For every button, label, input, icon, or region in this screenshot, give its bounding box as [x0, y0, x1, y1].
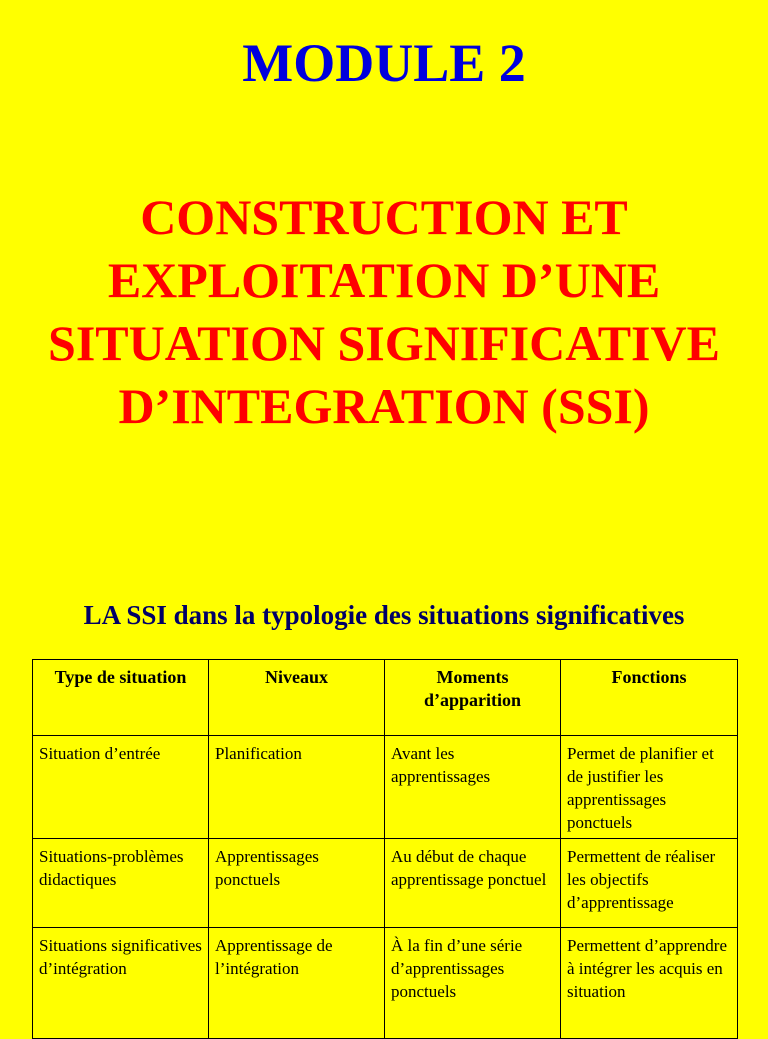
main-title — [0, 186, 768, 438]
module-title: MODULE 2 — [242, 33, 526, 93]
main-title-line-2: EXPLOITATION D’UNE — [107, 252, 661, 308]
table-cell: Au début de chaque apprentissage ponctuel — [385, 839, 561, 928]
table-cell: Permettent de réaliser les objectifs d’apprentissage — [561, 839, 738, 928]
table-cell: Apprentissages ponctuels — [209, 839, 385, 928]
section-subtitle: LA SSI dans la typologie des situations significatives — [83, 600, 685, 630]
table-cell: À la fin d’une série d’apprentissages ponctuels — [385, 928, 561, 1039]
main-title-line-3: SITUATION SIGNIFICATIVE — [48, 315, 720, 371]
table-cell: Apprentissage de l’intégration — [209, 928, 385, 1039]
table-cell: Permet de planifier et de justifier les apprentissages ponctuels — [561, 736, 738, 839]
table-cell: Avant les apprentissages — [385, 736, 561, 839]
header-type-de-situation: Type de situation — [33, 660, 209, 736]
header-fonctions: Fonctions — [561, 660, 738, 736]
main-title-line-4: D’INTEGRATION (SSI) — [118, 378, 650, 434]
table-row — [33, 736, 738, 839]
main-title-line-1: CONSTRUCTION ET — [140, 189, 628, 245]
table-cell: Planification — [209, 736, 385, 839]
typology-table — [32, 659, 738, 1039]
table-cell: Situations significatives d’intégration — [33, 928, 209, 1039]
table-row — [33, 839, 738, 928]
table-header-row — [33, 660, 738, 736]
table-cell: Permettent d’apprendre à intégrer les acquis en situation — [561, 928, 738, 1039]
header-moments-apparition: Moments d’apparition — [385, 660, 561, 736]
table-cell: Situations-problèmes didactiques — [33, 839, 209, 928]
table-cell: Situation d’entrée — [33, 736, 209, 839]
table-row — [33, 928, 738, 1039]
header-niveaux: Niveaux — [209, 660, 385, 736]
